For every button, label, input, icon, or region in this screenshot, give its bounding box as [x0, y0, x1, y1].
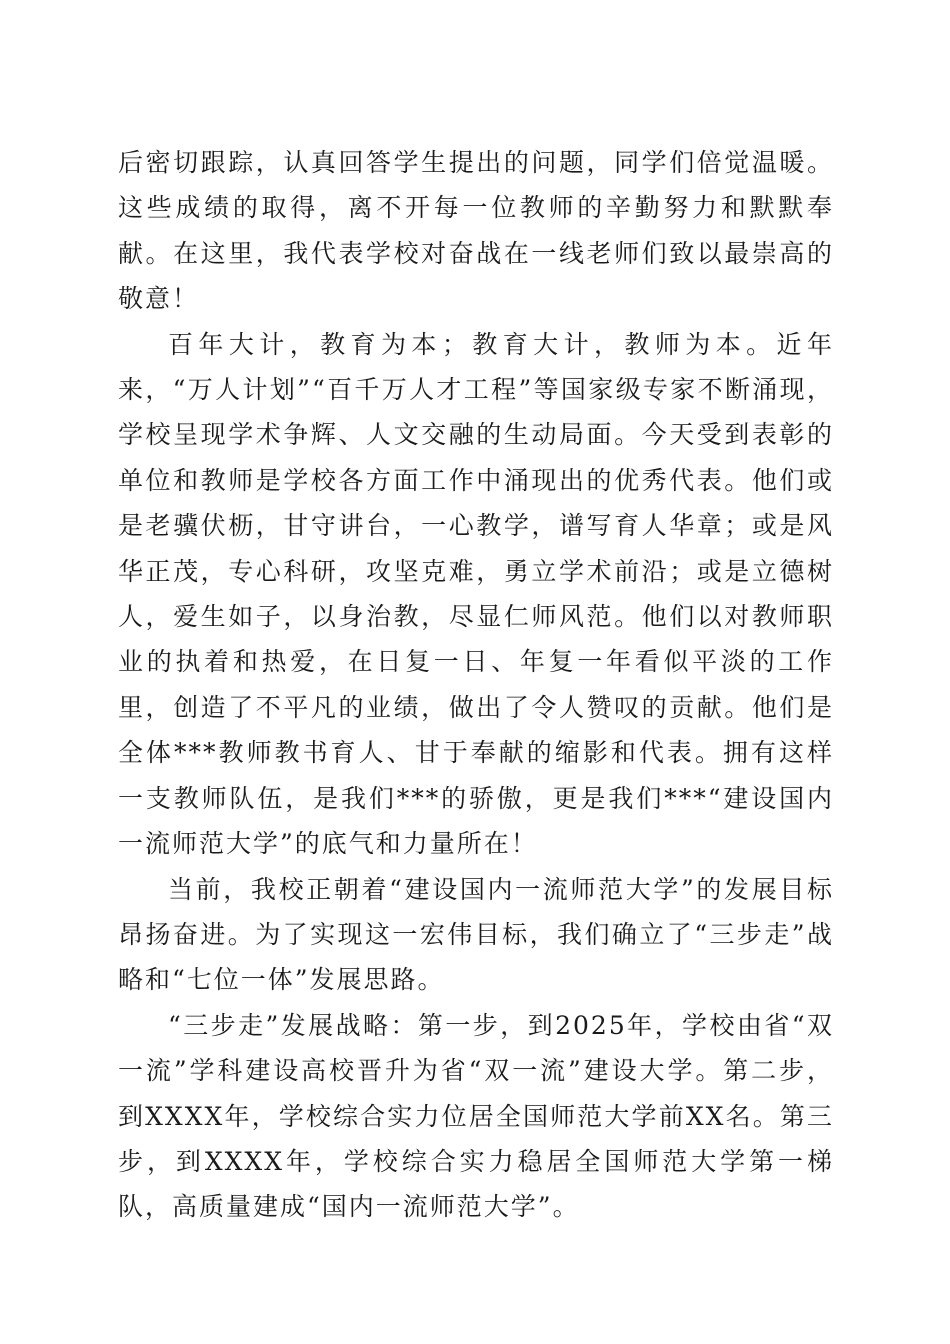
paragraph-three-step-strategy: “三步走”发展战略：第一步，到2025年，学校由省“双一流”学科建设高校晋升为省“双一流”建设大学。第二步，到XXXX年，学校综合实力位居全国师范大学前XX名。第三步，到XXXX年，学校综合实力稳居全国师范大学第一梯队，高质量建成“国内一流师范大学”。	[118, 1010, 834, 1222]
paragraph-teachers-honor: 百年大计，教育为本；教育大计，教师为本。近年来，“万人计划”“百千万人才工程”等国家级专家不断涌现，学校呈现学术争辉、人文交融的生动局面。今天受到表彰的单位和教师是学校各方面工作中涌现出的优秀代表。他们或是老骥伏枥，甘守讲台，一心教学，谱写育人华章；或是风华正茂，专心科研，攻坚克难，勇立学术前沿；或是立德树人，爱生如子，以身治教，尽显仁师风范。他们以对教师职业的执着和热爱，在日复一日、年复一年看似平淡的工作里，创造了不平凡的业绩，做出了令人赞叹的贡献。他们是全体***教师教书育人、甘于奉献的缩影和代表。拥有这样一支教师队伍，是我们***的骄傲，更是我们***“建设国内一流师范大学”的底气和力量所在！	[118, 329, 834, 859]
paragraph-school-goal: 当前，我校正朝着“建设国内一流师范大学”的发展目标昂扬奋进。为了实现这一宏伟目标，我们确立了“三步走”战略和“七位一体”发展思路。	[118, 874, 834, 995]
paragraph-continued: 后密切跟踪，认真回答学生提出的问题，同学们倍觉温暖。这些成绩的取得，离不开每一位教师的辛勤努力和默默奉献。在这里，我代表学校对奋战在一线老师们致以最崇高的敬意！	[118, 148, 834, 314]
document-body	[118, 140, 834, 1230]
